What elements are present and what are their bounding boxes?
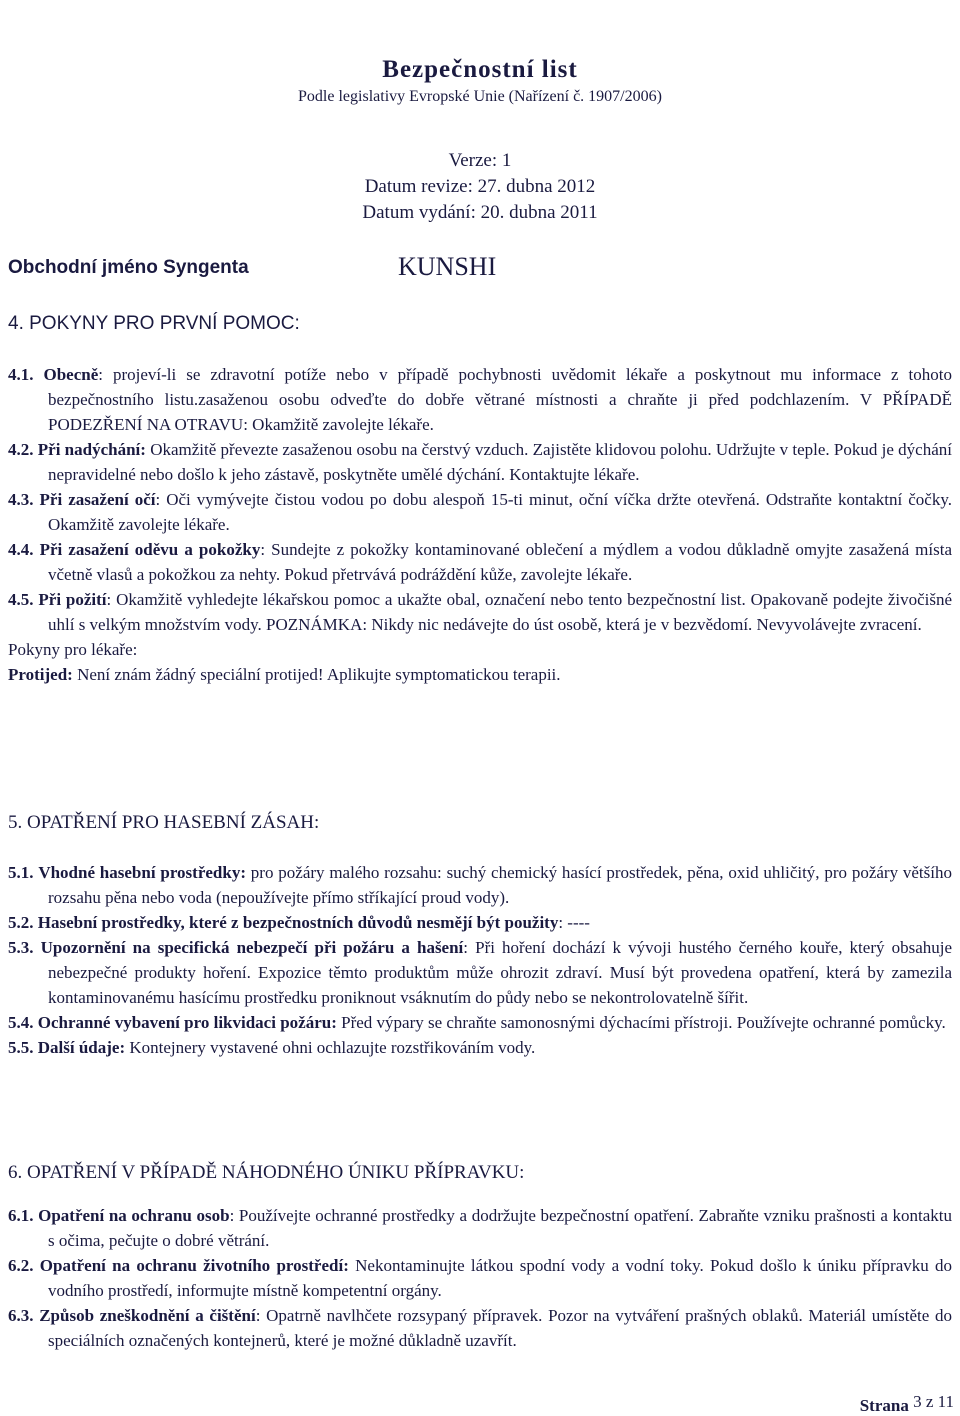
item-number: 5.3. bbox=[8, 938, 34, 957]
item-5-1 bbox=[8, 860, 952, 910]
item-number: 4.4. bbox=[8, 540, 34, 559]
doctor-instructions bbox=[8, 637, 952, 662]
item-number: 5.1. bbox=[8, 863, 34, 882]
doctor-label: Pokyny pro lékaře: bbox=[8, 640, 138, 659]
item-number: 5.2. bbox=[8, 913, 34, 932]
item-text: : Používejte ochranné prostředky a dodržujte bezpečnostní opatření. Zabraňte vzniku prašnosti a kontaktu s očima, pečujte o dobré větrání. bbox=[48, 1206, 953, 1250]
item-number: 4.1. bbox=[8, 365, 34, 384]
trade-name-value: KUNSHI bbox=[398, 252, 497, 281]
item-label: Při požití bbox=[38, 590, 107, 609]
item-label: Způsob zneškodnění a čištění bbox=[39, 1306, 256, 1325]
section-5-heading: 5. OPATŘENÍ PRO HASEBNÍ ZÁSAH: bbox=[8, 812, 320, 833]
item-number: 4.3. bbox=[8, 490, 34, 509]
antidote bbox=[8, 662, 952, 687]
item-text: pro požáry malého rozsahu: suchý chemický hasící prostředek, pěna, oxid uhličitý, pro požáry většího rozsahu pěna nebo voda (nepoužívejte přímo stříkající proud vody). bbox=[48, 863, 952, 907]
item-4-5 bbox=[8, 587, 952, 637]
section-5-body bbox=[8, 860, 952, 1060]
item-text: Kontejnery vystavené ohni ochlazujte rozstřikováním vody. bbox=[125, 1038, 536, 1057]
item-label: Opatření na ochranu osob bbox=[38, 1206, 230, 1225]
item-label: Při nadýchání: bbox=[37, 440, 146, 459]
item-number: 5.5. bbox=[8, 1038, 34, 1057]
item-text: Před výpary se chraňte samonosnými dýchacími přístroji. Používejte ochranné pomůcky. bbox=[336, 1013, 946, 1032]
item-number: 6.1. bbox=[8, 1206, 34, 1225]
item-text: : Při hoření dochází k vývoji hustého černého kouře, který obsahuje nebezpečné produkty hoření. Expozice těmto produktům může ohrozit zdraví. Musí být provedena opatření, která by zamezila kontaminovanému hasícímu prostředku proniknout vsáknutím do půdy nebo se nekontrolovatelně šířit. bbox=[48, 938, 953, 1007]
section-4-body bbox=[8, 362, 952, 687]
version: Verze: 1 bbox=[448, 150, 512, 171]
item-number: 5.4. bbox=[8, 1013, 34, 1032]
item-5-5 bbox=[8, 1035, 952, 1060]
item-text: : ---- bbox=[558, 913, 590, 932]
item-text: : Okamžitě vyhledejte lékařskou pomoc a ukažte obal, označení nebo tento bezpečnostní list. Opakovaně podejte živočišné uhlí s velkým množstvím vody. POZNÁMKA: Nikdy nic nedávejte do úst osobě, která je v bezvědomí. Nevyvolávejte zvracení. bbox=[48, 590, 953, 634]
item-6-2 bbox=[8, 1253, 952, 1303]
document-title: Bezpečnostní list bbox=[382, 56, 578, 83]
section-4-heading: 4. POKYNY PRO PRVNÍ POMOC: bbox=[8, 313, 300, 334]
item-number: 6.3. bbox=[8, 1306, 34, 1325]
item-label: Při zasažení oděvu a pokožky bbox=[39, 540, 261, 559]
section-6-heading: 6. OPATŘENÍ V PŘÍPADĚ NÁHODNÉHO ÚNIKU PŘÍPRAVKU: bbox=[8, 1162, 525, 1183]
antidote-label: Protijed: bbox=[8, 665, 73, 684]
item-text: : Opatrně navlhčete rozsypaný přípravek. Pozor na vytváření prašných oblaků. Materiál umístěte do speciálních označených kontejnerů, které je možné důkladně uzavřít. bbox=[48, 1306, 953, 1350]
item-4-4 bbox=[8, 537, 952, 587]
page-footer bbox=[860, 1392, 954, 1416]
item-label: Opatření na ochranu životního prostředí: bbox=[39, 1256, 349, 1275]
item-5-2 bbox=[8, 910, 952, 935]
page-label: Strana bbox=[859, 1396, 909, 1415]
item-label: Vhodné hasební prostředky: bbox=[38, 863, 246, 882]
item-label: Ochranné vybavení pro likvidaci požáru: bbox=[37, 1013, 337, 1032]
item-text: : Sundejte z pokožky kontaminované oblečení a mýdlem a vodou důkladně omyjte zasažená místa včetně vlasů a pokožkou za nehty. Pokud přetrvává podráždění kůže, zavolejte lékaře. bbox=[48, 540, 953, 584]
item-label: Upozornění na specifická nebezpečí při požáru a hašení bbox=[40, 938, 464, 957]
item-6-1 bbox=[8, 1203, 952, 1253]
item-label: Hasební prostředky, které z bezpečnostních důvodů nesmějí být použity bbox=[37, 913, 559, 932]
item-text: Okamžitě převezte zasaženou osobu na čerstvý vzduch. Zajistěte klidovou polohu. Udržujte v teple. Pokud je dýchání nepravidelné nebo došlo k jeho zástavě, poskytněte umělé dýchání. Kontaktujte lékaře. bbox=[48, 440, 952, 484]
item-label: Obecně bbox=[43, 365, 99, 384]
item-number: 4.5. bbox=[8, 590, 34, 609]
item-number: 6.2. bbox=[8, 1256, 34, 1275]
item-5-3 bbox=[8, 935, 952, 1010]
issue-date: Datum vydání: 20. dubna 2011 bbox=[362, 202, 598, 223]
revision-date: Datum revize: 27. dubna 2012 bbox=[364, 176, 596, 197]
item-4-2 bbox=[8, 437, 952, 487]
page-number: 3 z 11 bbox=[913, 1392, 954, 1411]
antidote-text: Není znám žádný speciální protijed! Aplikujte symptomatickou terapii. bbox=[72, 665, 561, 684]
item-label: Další údaje: bbox=[37, 1038, 126, 1057]
item-5-4 bbox=[8, 1010, 952, 1035]
item-number: 4.2. bbox=[8, 440, 34, 459]
item-label: Při zasažení očí bbox=[39, 490, 156, 509]
document-subtitle: Podle legislativy Evropské Unie (Nařízení č. 1907/2006) bbox=[298, 88, 662, 105]
section-6-body bbox=[8, 1203, 952, 1353]
item-4-3 bbox=[8, 487, 952, 537]
item-text: : projeví-li se zdravotní potíže nebo v případě pochybnosti uvědomit lékaře a poskytnout mu informace z tohoto bezpečnostního listu.zasaženou osobu odveďte do dobře větrané místnosti a chraňte ji před podchlazením. V PŘÍPADĚ PODEZŘENÍ NA OTRAVU: Okamžitě zavolejte lékaře. bbox=[48, 365, 952, 434]
item-text: Nekontaminujte látkou spodní vody a vodní toky. Pokud došlo k úniku přípravku do vodního prostředí, informujte místně kompetentní orgány. bbox=[48, 1256, 953, 1300]
trade-name-label: Obchodní jméno Syngenta bbox=[8, 257, 249, 278]
item-6-3 bbox=[8, 1303, 952, 1353]
item-4-1 bbox=[8, 362, 952, 437]
item-text: : Oči vymývejte čistou vodou po dobu alespoň 15-ti minut, oční víčka držte otevřená. Odstraňte kontaktní čočky. Okamžitě zavolejte lékaře. bbox=[48, 490, 952, 534]
